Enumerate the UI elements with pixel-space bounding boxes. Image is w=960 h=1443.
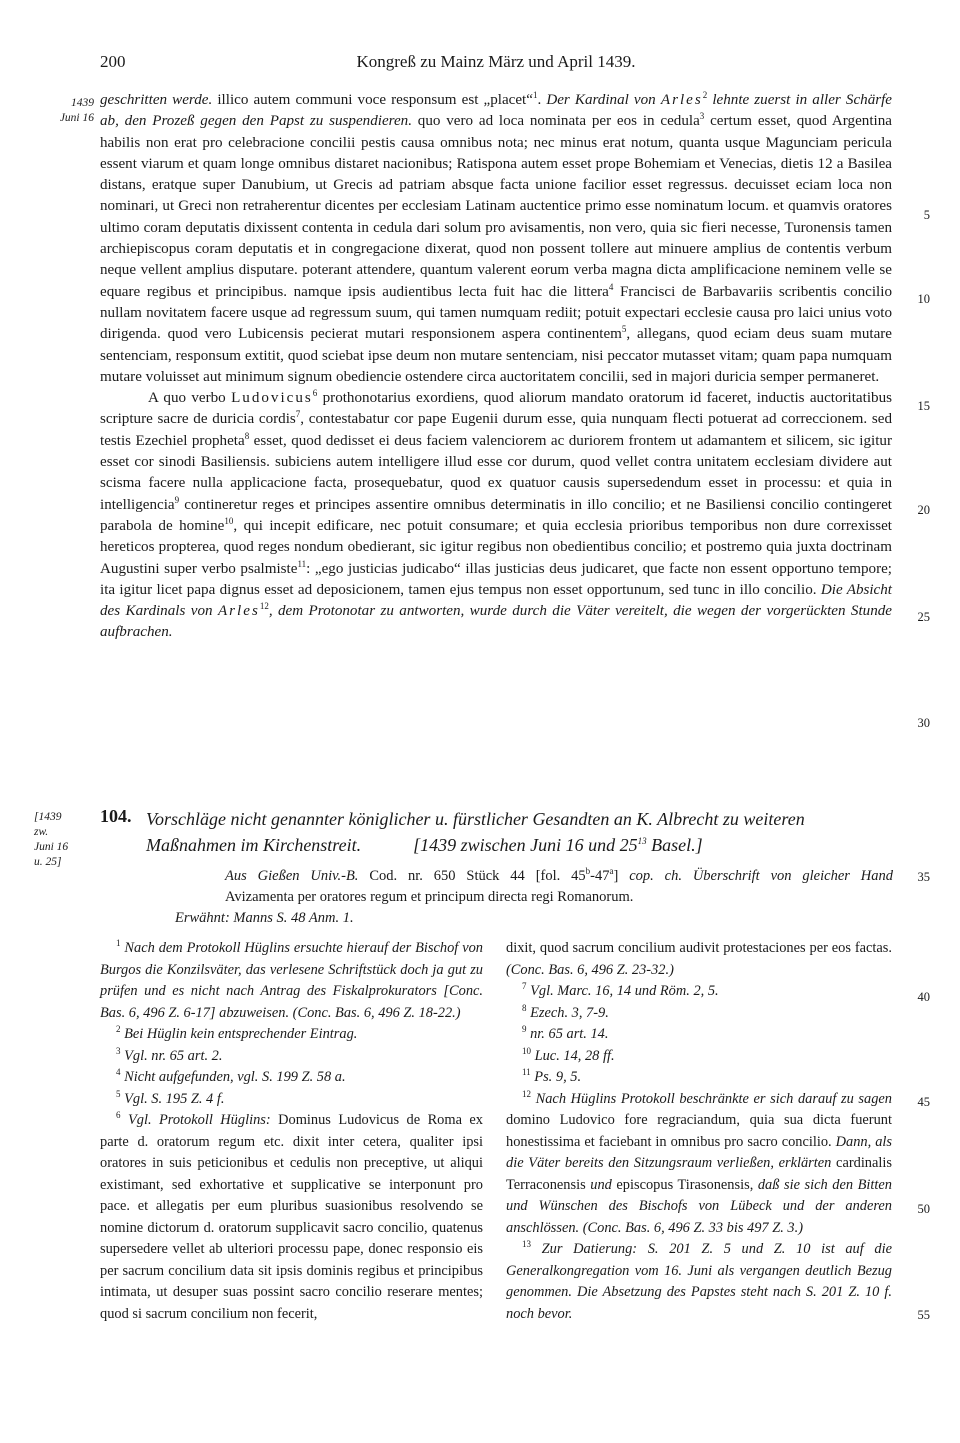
footnote-text: Ps. 9, 5. [534, 1069, 582, 1085]
text-run: contineretur reges et principes assentire omnibus determinatis in illo concilio; et ne Basiliensi concilio contingeret parabola de homine [100, 496, 892, 534]
footnote-text: Dann, als die Väter bereits den Sitzungsraum verließen, erklärten [506, 1133, 892, 1171]
line-number: 5 [923, 208, 930, 222]
text-run: geschritten werde. [100, 92, 213, 108]
line-number: 30 [917, 716, 930, 730]
footnote-text: daß sie sich den Bitten und Wünschen des Bischofs von Lübeck und der anderen anschlössen. (Conc. Bas. 6, 496 Z. 33 bis 497 Z. 3.) [506, 1176, 892, 1236]
footnote [506, 981, 892, 1003]
footnote-text: Vgl. Protokoll Hüglins: [127, 1112, 271, 1128]
footnote-text: Nach dem Protokoll Hüglins ersuchte hierauf der Bischof von Burgos die Konzilsväter, das verlesene Schriftstück doch ja gut zu prüfen und es nicht nach Antrag des Fiskalprokurators [Conc. Bas. 6, 496 Z. 6-17] abzuweisen. (Conc. Bas. 6, 496 Z. 18-22.) [100, 940, 483, 1021]
footnote-number: 1 [116, 938, 121, 949]
footnote-number: 8 [522, 1002, 527, 1013]
margin-date-doc104 [34, 810, 92, 870]
footnote-number: 7 [522, 981, 527, 992]
text-run: , qui incepit edificare, nec potuit consumare; et quia ecclesia prioribus temporibus non dure correxisset hereticos propterea, quod reges nondum obedierant, sic igitur regibus non obedientibus concilio; et postremo quia juxta doctrinam Augustini super verbo psalmiste [100, 517, 893, 577]
footnote-text: Bei Hüglin kein entsprechender Eintrag. [124, 1026, 358, 1042]
footnote-ref: 11 [297, 558, 307, 569]
footnote-text: Vgl. Marc. 16, 14 und Röm. 2, 5. [530, 983, 719, 999]
footnote-ref: 9 [174, 494, 180, 505]
footnote [100, 1067, 483, 1089]
footnote-text: Dominus Ludovicus de Roma ex parte d. oratorum regum etc. dixit inter cetera, qualiter ipsi oratores in suis peticionibus et cedulis non preceptive, ut aliqui existimant, sed exhortative et supplicative se interponunt pro pace. et allegatis per eum pluribus suasionibus resolvendo se nomine dictorum d. oratorum supplicavit sacro concilio, quatenus supersedere vellet ab ulteriori processu pape, donec responsio eis per sacrum concilium data sit ipsis dominis regibus et principibus intimata, ut desuper suas possint sacro concilio reserare mentes; quod si sacrum concilium non fecerit, [100, 1112, 483, 1322]
footnotes-right-column [506, 938, 892, 1325]
text-run: Cod. nr. 650 Stück 44 [fol. 45 [358, 868, 586, 884]
footnote-text: episcopus Tirasonensis, [611, 1176, 758, 1193]
footnote-text: cardinalis Terraconensis [506, 1155, 892, 1193]
folio-sup: a [609, 866, 614, 877]
footnote-text: dixit, quod sacrum concilium audivit protestaciones per eos factas. [506, 940, 892, 956]
document-number: 104. [100, 806, 132, 826]
footnote-number: 2 [116, 1024, 121, 1035]
footnote-number: 4 [116, 1067, 121, 1078]
footnote-number: 3 [116, 1045, 121, 1056]
text-run: Der Kardinal von [546, 92, 656, 108]
footnote-text: Ezech. 3, 7-9. [530, 1004, 609, 1021]
margin-date-line: zw. [34, 826, 49, 838]
footnote-text: und [590, 1176, 612, 1193]
footnote-number: 13 [522, 1239, 531, 1250]
text-run: A quo verbo [148, 390, 232, 407]
page-header [100, 52, 892, 76]
margin-date-line: [1439 [34, 811, 62, 823]
footnote [100, 1110, 483, 1325]
text-run: . [537, 92, 547, 108]
footnote-number: 11 [522, 1067, 531, 1078]
footnote [506, 1089, 892, 1240]
folio-sup: b [585, 866, 591, 877]
line-number: 15 [917, 399, 930, 413]
footnote-ref: 1 [532, 89, 538, 100]
text-run: : „ego justicias judicabo“ illas justicias deus judicaret, que facte non essent opportuno tempore; ita igitur licet papa dignus esset ad deposicionem, tamen ejus tempus non esset opportunum, sed tunc in illo concilio. [100, 560, 892, 598]
footnote-ref: 12 [259, 601, 269, 612]
page-number: 200 [100, 52, 126, 71]
footnote [506, 1239, 892, 1325]
footnote-text: (Conc. Bas. 6, 496 Z. 23-32.) [506, 961, 674, 978]
footnote-ref: 10 [224, 515, 234, 526]
text-run: , allegans, quod eciam deus suam mutare sentenciam, responsum extitit, quod sciebat ipse deum non mutare sentenciam, nisi peccator mutasset vitam; quam papa numquam mutare voluisset aut minimum signum obediencie ostendere circa auctoritatem concilii, sed in majori duricia semper permaneret. [100, 326, 892, 385]
text-run: -47 [590, 868, 610, 884]
footnote-number: 12 [522, 1088, 531, 1099]
footnote [100, 1089, 483, 1111]
margin-date-line: Juni 16 [34, 841, 69, 853]
footnote [506, 1046, 892, 1068]
document-title [146, 806, 900, 858]
text-run: Basel.] [646, 835, 703, 855]
footnote-ref: 13 [637, 836, 647, 846]
text-run: Maßnahmen im Kirchenstreit. [146, 835, 362, 855]
text-run: ] [613, 868, 630, 884]
running-title: Kongreß zu Mainz März und April 1439. [356, 52, 636, 71]
footnote-ref: 4 [608, 281, 614, 292]
margin-date-top [52, 96, 94, 126]
footnotes-left-column [100, 938, 483, 1325]
footnote-text: Zur Datierung: S. 201 Z. 5 und Z. 10 ist auf die Generalkongregation vom 16. Juni als vergangen deutlich Bezug genommen. Die Absetzung des Papstes steht nach S. 201 Z. 10 f. noch bevor. [506, 1241, 892, 1322]
text-run: illico autem communi voce responsum est „placet“ [212, 92, 533, 108]
footnote [100, 1046, 483, 1068]
text-run: Die Absicht des Kardinals von [100, 581, 892, 620]
text-run: , dem Protonotar zu antworten, wurde durch die Väter vereitelt, die wegen der vorgerückten Stunde aufbrachen. [100, 603, 892, 641]
name-arles: Arles [660, 92, 703, 108]
footnote [506, 1067, 892, 1089]
mentioned-note: Erwähnt: Manns S. 48 Anm. 1. [175, 910, 354, 926]
text-run: certum esset, quod Argentina habilis non erat pro celebracione concilii pestis causa omnibus nota; nec minus erat notum, quanta usque Magunciam pericula essent viarum et quam longe omnibus distaret nacionibus; Ratispona autem esset prope Bohemiam et Venecias, dietis 12 a Basilea distans, eratque super Danubium, ut Grecis ad patriam absque facta unione facilior esset regressus. decuisset eciam loca non nominari, ut Greci non retraherentur dicentes per ecclesiam Latinam auctentice primo esse nominatum locum. et quamvis oratores ultimo coram deputatis dixissent contenta in cedula dari solum pro avisamentis, non vero, quia sic fieri necesse, Turonensis tamen archiepiscopus coram deputatis et in congregacione dixerat, quod non possent tollere aut minuere amplius de contentis verbum neque vellent amplius disputare. poterant attendere, quantum valerent eorum verba magna dicta amplificacione neminem velle se equare regibus et principibus. namque ipsis audientibus lecta fuit hac die littera [100, 113, 892, 300]
name-ludovicus: Ludovicus [231, 390, 313, 407]
line-number: 10 [917, 292, 930, 306]
footnote-number: 10 [522, 1045, 531, 1056]
text-run: quo vero ad loca nominata per eos in cedula [412, 113, 700, 130]
footnote-number: 5 [116, 1088, 121, 1099]
footnote [100, 938, 483, 1024]
footnote-text: Vgl. nr. 65 art. 2. [124, 1047, 223, 1064]
footnote-ref: 2 [702, 89, 708, 100]
footnote-number: 6 [116, 1110, 121, 1121]
footnote-text: domino Ludovico fore regraciandum, quia sua dicta fuerunt honestissima et faciebant in omnibus pro sacro concilio. [506, 1112, 892, 1150]
source-note [225, 866, 893, 908]
footnote-text: Nach Hüglins Protokoll beschränkte er sich darauf zu sagen [535, 1090, 892, 1107]
text-run: [1439 zwischen Juni 16 und 25 [413, 835, 638, 855]
footnote-ref: 8 [244, 430, 250, 441]
margin-year: 1439 [71, 97, 94, 109]
margin-day: Juni 16 [59, 112, 94, 124]
line-number: 50 [917, 1202, 930, 1216]
footnote-ref: 5 [621, 324, 627, 335]
footnote [506, 1003, 892, 1025]
line-number: 35 [917, 870, 930, 884]
footnote-ref: 3 [699, 111, 705, 122]
footnote-number: 9 [522, 1024, 527, 1035]
footnote-text: Luc. 14, 28 ff. [534, 1047, 615, 1064]
main-text [100, 90, 892, 644]
title-line [146, 832, 900, 858]
paragraph-2 [100, 388, 892, 644]
footnote-ref: 6 [312, 388, 318, 399]
footnote-text: Nicht aufgefunden, vgl. S. 199 Z. 58 a. [124, 1069, 346, 1085]
line-number: 20 [917, 503, 930, 517]
footnote-ref: 7 [295, 409, 301, 420]
footnote-text: nr. 65 art. 14. [530, 1026, 609, 1042]
source-line [225, 866, 893, 887]
line-number: 45 [917, 1095, 930, 1109]
text-run: , contestabatur cor pape Eugenii durum esse, quia nunquam flecti potuerat ad correccionem. sed testis Ezechiel propheta [100, 411, 893, 449]
footnote [506, 1024, 892, 1046]
paragraph-1 [100, 90, 892, 388]
text-run: cop. ch. Überschrift von gleicher Hand [629, 868, 893, 884]
text-run: Aus Gießen Univ.-B. [225, 868, 359, 884]
text-run: Francisci de Barbavariis scribentis concilio nullam novitatem facere usque ad regressum suum, qui tamen numquam rediit; potuit expectari ecclesie causa pro laici unius voto dirigenda. quod vero Lubicensis pecierat mutari responsionem aspera continentem [100, 283, 892, 343]
text-run: esset, quod dedisset ei deus faciem valenciorem ac duriorem frontem ut adamantem et silicem, sic igitur esset cor sinodi Basiliensis. subiciens autem intelligere illud esse cor durum, quod vellet contra unitatem ecclesiam dividere aut scisma facere nulla applicacione facta, prosequebatur, quod ex quatuor causis supersedendum esset in processu: et quia in intelligencia [100, 432, 892, 513]
text-run: lehnte zuerst in aller Schärfe ab, den Prozeß gegen den Papst zu suspendieren. [100, 92, 893, 130]
source-line: Avizamenta per oratores regum et principum directa regi Romanorum. [225, 889, 634, 905]
margin-date-line: u. 25] [34, 856, 62, 868]
footnote [100, 1024, 483, 1046]
text-run: prothonotarius exordiens, quod aliorum mandato oratorum id faceret, inductis auctoritatibus scripture sacre de duricia cordis [100, 390, 892, 428]
name-arles: Arles [217, 603, 260, 620]
footnote-text: Vgl. S. 195 Z. 4 f. [124, 1090, 225, 1107]
title-line: Vorschläge nicht genannter königlicher u. fürstlicher Gesandten an K. Albrecht zu weiteren [146, 809, 805, 829]
footnote-continued [506, 938, 892, 981]
line-number: 40 [917, 990, 930, 1004]
line-number: 25 [917, 610, 930, 624]
line-number: 55 [917, 1308, 930, 1322]
